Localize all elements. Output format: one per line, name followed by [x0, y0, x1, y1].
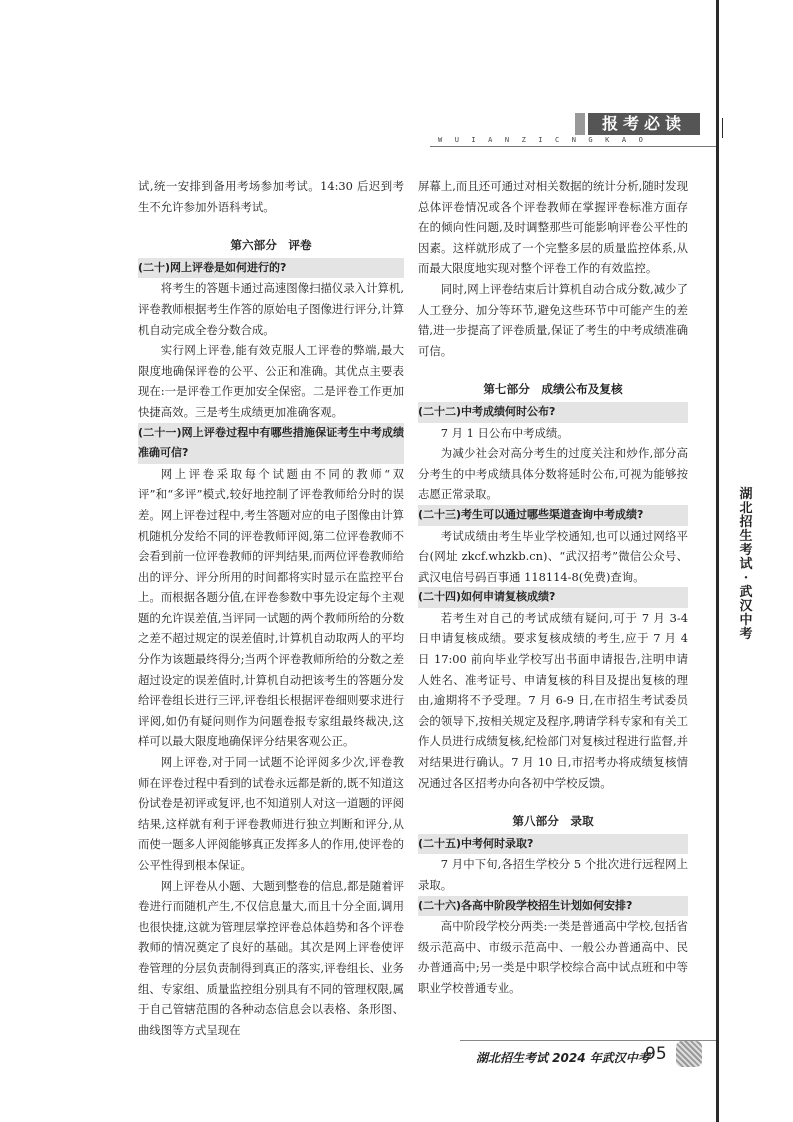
paragraph: 屏幕上,而且还可通过对相关数据的统计分析,随时发现总体评卷情况或各个评卷教师在掌握评卷标准方面存在的倾向性问题,及时调整那些可能影响评卷公平性的因素。这样就形成了一个完整多层的质量监控体系,从而最大限度地实现对整个评卷工作的有效监控。: [418, 179, 688, 276]
question-heading: (二十六)各高中阶段学校招生计划如何安排?: [418, 896, 688, 917]
section-heading: 第六部分 评卷: [230, 238, 312, 253]
page-number: 95: [645, 1044, 667, 1064]
banner-accent: [575, 113, 585, 135]
section-heading: 第八部分 录取: [512, 814, 594, 829]
paragraph: 同时,网上评卷结束后计算机自动合成分数,减少了人工登分、加分等环节,避免这些环节中可能产生的差错,进一步提高了评卷质量,保证了考生的中考成绩准确可信。: [418, 281, 688, 358]
paragraph: 将考生的答题卡通过高速图像扫描仪录入计算机,评卷教师根据考生作答的原始电子图像进行评分,计算机自动完成全卷分数合成。: [138, 281, 404, 337]
right-rule-tick: [722, 118, 723, 138]
header-rule: [430, 146, 716, 147]
banner-pinyin: WUIANZICNGKAO: [438, 136, 656, 144]
paragraph: 实行网上评卷,能有效克服人工评卷的弊端,最大限度地确保评卷的公平、公正和准确。其优点主要表现在:一是评卷工作更加安全保密。二是评卷工作更加快捷高效。三是考生成绩更加准确客观。: [138, 343, 404, 419]
question-heading: (二十二)中考成绩何时公布?: [418, 402, 688, 423]
paragraph: 7 月 1 日公布中考成绩。: [440, 425, 569, 440]
left-column: [138, 176, 404, 1040]
paragraph: 高中阶段学校分两类:一类是普通高中学校,包括省级示范高中、市级示范高中、一般公办普通高中、民办普通高中;另一类是中职学校综合高中试点班和中等职业学校普通专业。: [418, 919, 688, 995]
question-heading: (二十)网上评卷是如何进行的?: [138, 258, 404, 279]
question-heading: (二十四)如何申请复核成绩?: [418, 587, 688, 608]
paragraph: 若考生对自己的考试成绩有疑问,可于 7 月 3-4 日申请复核成绩。要求复核成绩的考生,应于 7 月 4 日 17:00 前向毕业学校写出书面申请报告,注明申请人姓名、准考证号、申请复核的科目及提出复核的理由,逾期将不予受理。7 月 6-9 日,在市招生考试委员会的领导下,按相关规定及程序,聘请学科专家和有关工作人员进行成绩复核,纪检部门对复核过程进行监督,并对结果进行确认。7 月 10 日,市招考办将成绩复核情况通过各区招考办向各初中学校反馈。: [418, 610, 688, 790]
paragraph: 7 月中下旬,各招生学校分 5 个批次进行远程网上录取。: [418, 857, 688, 892]
right-vertical-rule: [716, 0, 719, 1122]
question-heading: (二十五)中考何时录取?: [418, 834, 688, 855]
paragraph: 网上评卷从小题、大题到整卷的信息,都是随着评卷进行而随机产生,不仅信息量大,而且十分全面,调用也很快捷,这就为管理层掌控评卷总体趋势和各个评卷教师的情况奠定了良好的基础。其次是网上评卷使评卷管理的分层负责制得到真正的落实,评卷组长、业务组、专家组、质量监控组分别具有不同的管理权限,属于自己管辖范围的各种动态信息会以表格、条形图、曲线图等方式呈现在: [138, 878, 404, 1037]
question-heading: (二十三)考生可以通过哪些渠道查询中考成绩?: [418, 505, 688, 526]
footer-decoration-icon: [676, 1041, 702, 1067]
paragraph: 为减少社会对高分考生的过度关注和炒作,部分高分考生的中考成绩具体分数将延时公布,可视为能够按志愿正常录取。: [418, 446, 688, 502]
section-banner: 报考必读: [588, 113, 700, 135]
question-heading: (二十一)网上评卷过程中有哪些措施保证考生中考成绩准确可信?: [138, 423, 404, 464]
right-column: [418, 176, 688, 999]
paragraph: 考试成绩由考生毕业学校通知,也可以通过网络平台(网址 zkcf.whzkb.cn)、“武汉招考”微信公众号、武汉电信号码百事通 118114-8(免费)查询。: [418, 528, 688, 584]
section-heading: 第七部分 成绩公布及复核: [483, 382, 623, 397]
paragraph: 网上评卷采取每个试题由不同的教师“双评”和“多评”模式,较好地控制了评卷教师给分时的误差。网上评卷过程中,考生答题对应的电子图像由计算机随机分发给不同的评卷教师评阅,第二位评卷教师不会看到前一位评卷教师的评判结果,而两位评卷教师给出的评分、评分所用的时间都将实时显示在监控平台上。而根据各题分值,在评卷参数中事先设定每个主观题的允许误差值,当评同一试题的两个教师所给的分数之差不超过规定的误差值时,计算机自动取两人的平均分作为该题最终得分;当两个评卷教师所给的分数之差超过设定的误差值时,计算机自动把该考生的答题分发给评卷组长进行三评,评卷组长根据评卷细则要求进行评阅,如仍有疑问则作为问题卷报专家组最终裁决,这样可以最大限度地确保评分结果客观公正。: [138, 466, 404, 749]
paragraph: 网上评卷,对于同一试题不论评阅多少次,评卷教师在评卷过程中看到的试卷永远都是新的,既不知道这份试卷是初评或复评,也不知道别人对这一道题的评阅结果,这样就有利于评卷教师进行独立判断和评分,从而使一题多人评阅能够真正发挥多人的作用,使评卷的公平性得到根本保证。: [138, 755, 404, 872]
side-title: 湖北招生考试·武汉中考: [739, 487, 753, 642]
footer-title: 湖北招生考试 2024 年武汉中考: [476, 1051, 650, 1065]
paragraph: 试,统一安排到备用考场参加考试。14:30 后迟到考生不允许参加外语科考试。: [138, 179, 404, 214]
footer-rule: [460, 1040, 716, 1041]
